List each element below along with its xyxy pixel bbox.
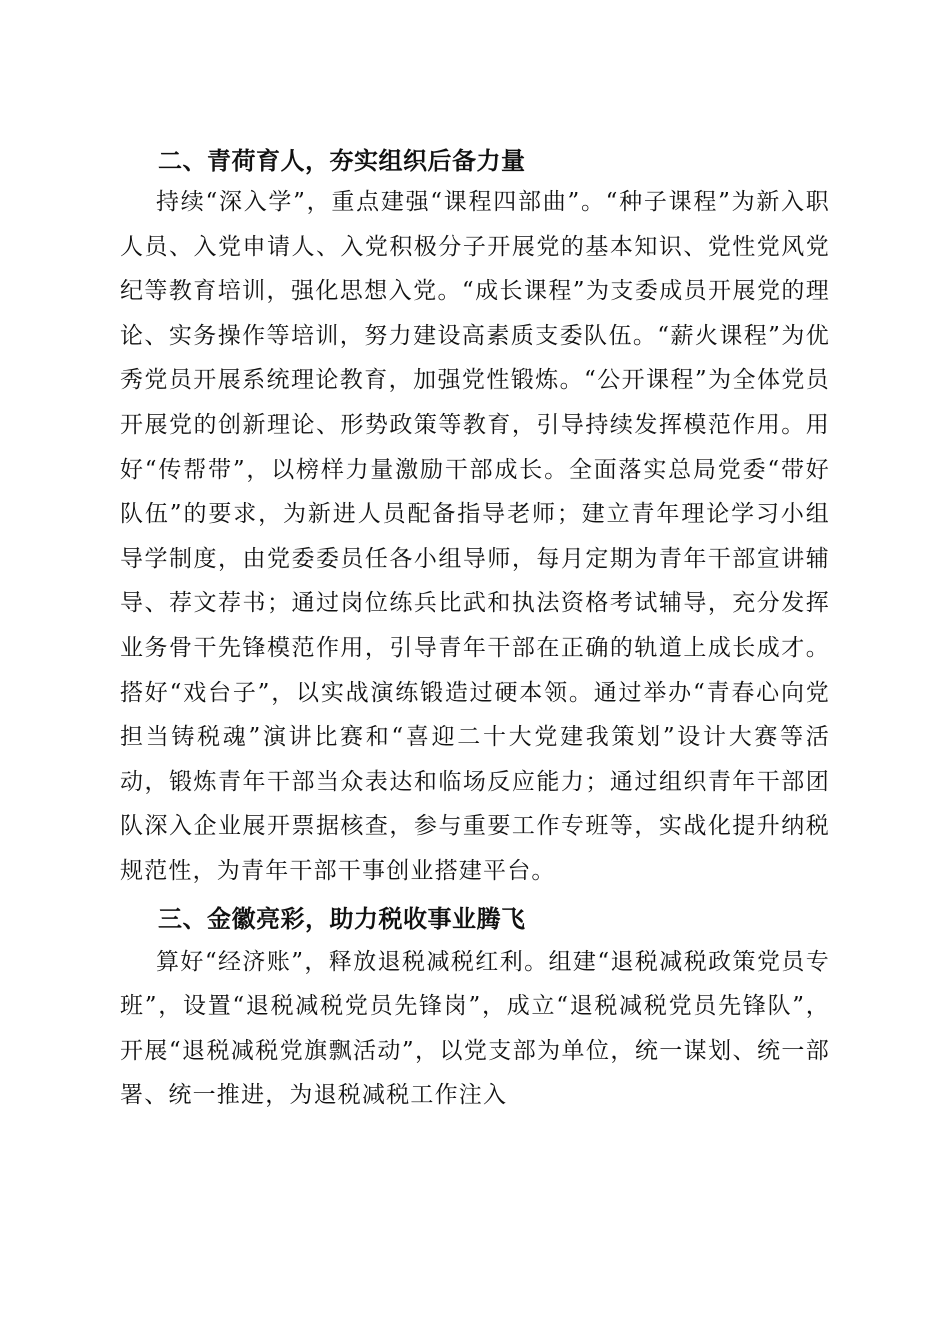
section-paragraph-2: 持续“深入学”，重点建强“课程四部曲”。“种子课程”为新入职人员、入党申请人、入党积极分子开展党的基本知识、党性党风党纪等教育培训，强化思想入党。“成长课程”为支委成员开展党的理论、实务操作等培训，努力建设高素质支委队伍。“薪火课程”为优秀党员开展系统理论教育，加强党性锻炼。“公开课程”为全体党员开展党的创新理论、形势政策等教育，引导持续发挥模范作用。用好“传帮带”，以榜样力量激励干部成长。全面落实总局党委“带好队伍”的要求，为新进人员配备指导老师；建立青年理论学习小组导学制度，由党委委员任各小组导师，每月定期为青年干部宣讲辅导、荐文荐书；通过岗位练兵比武和执法资格考试辅导，充分发挥业务骨干先锋模范作用，引导青年干部在正确的轨道上成长成才。搭好“戏台子”，以实战演练锻造过硬本领。通过举办“青春心向党担当铸税魂”演讲比赛和“喜迎二十大党建我策划”设计大赛等活动，锻炼青年干部当众表达和临场反应能力；通过组织青年干部团队深入企业展开票据核查，参与重要工作专班等，实战化提升纳税规范性，为青年干部干事创业搭建平台。 (120, 189, 830, 884)
section-heading-2: 二、青荷育人，夯实组织后备力量 (158, 147, 526, 175)
section-heading-3: 三、金徽亮彩，助力税收事业腾飞 (158, 904, 526, 933)
section-paragraph-3: 算好“经济账”，释放退税减税红利。组建“退税减税政策党员专班”，设置“退税减税党员先锋岗”，成立“退税减税党员先锋队”，开展“退税减税党旗飘活动”，以党支部为单位，统一谋划、统一部署、统一推进，为退税减税工作注入 (120, 948, 830, 1109)
document-body (120, 142, 830, 1118)
